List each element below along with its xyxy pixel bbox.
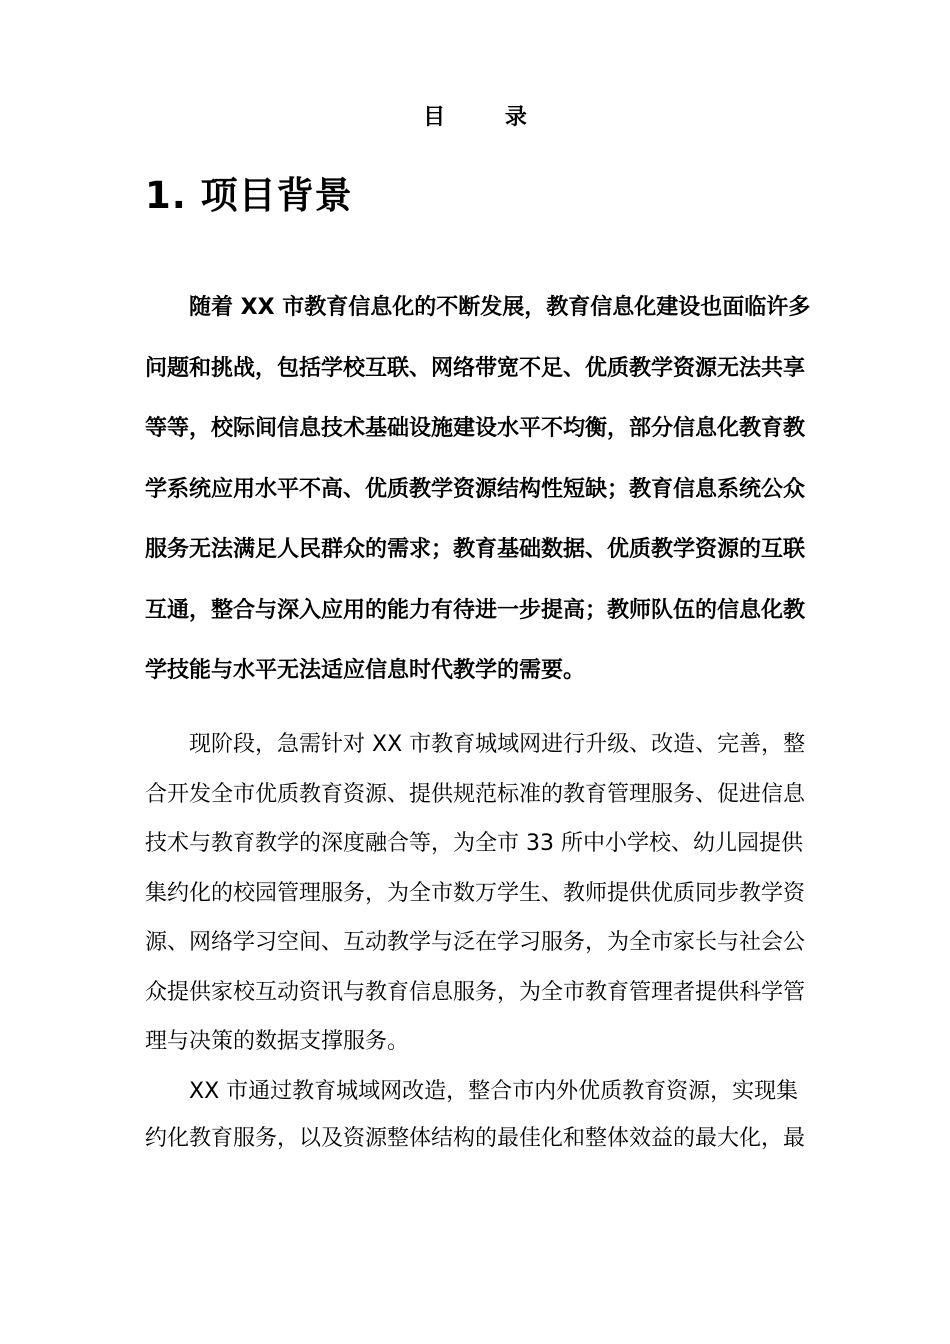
paragraph-network-upgrade (145, 1068, 820, 1162)
paragraph-line: 等等，校际间信息技术基础设施建设水平不均衡，部分信息化教育教 (145, 416, 806, 441)
paragraph-line: 集约化的校园管理服务，为全市数万学生、教师提供优质同步教学资 (145, 880, 806, 906)
paragraph-line: 源、网络学习空间、互动教学与泛在学习服务，为全市家长与社会公 (145, 930, 806, 955)
paragraph-line: 理与决策的数据支撑服务。 (145, 1029, 410, 1054)
paragraph-line: 技术与教育教学的深度融合等，为全市 33 所中小学校、幼儿园提供 (145, 831, 803, 856)
paragraph-line: 现阶段，急需针对 XX 市教育城域网进行升级、改造、完善，整 (189, 732, 806, 757)
paragraph-line: XX 市通过教育城域网改造，整合市内外优质教育资源，实现集 (189, 1079, 799, 1104)
paragraph-line: 问题和挑战，包括学校互联、网络带宽不足、优质教学资源无法共享 (145, 355, 806, 381)
paragraph-current-stage (145, 720, 820, 1067)
paragraph-line: 学技能与水平无法适应信息时代教学的需要。 (145, 658, 586, 683)
paragraph-line: 合开发全市优质教育资源、提供规范标准的教育管理服务、促进信息 (145, 781, 806, 807)
section-heading: 1. 项目背景 (145, 174, 353, 217)
toc-title: 目 录 (423, 105, 553, 130)
paragraph-line: 约化教育服务，以及资源整体结构的最佳化和整体效益的最大化，最 (145, 1126, 806, 1151)
paragraph-line: 学系统应用水平不高、优质教学资源结构性短缺；教育信息系统公众 (145, 476, 806, 502)
paragraph-line: 众提供家校互动资讯与教育信息服务，为全市教育管理者提供科学管 (145, 979, 806, 1005)
paragraph-line: 服务无法满足人民群众的需求；教育基础数据、优质教学资源的互联 (145, 537, 806, 562)
paragraph-line: 随着 XX 市教育信息化的不断发展，教育信息化建设也面临许多 (189, 295, 811, 320)
paragraph-background-intro (145, 278, 820, 702)
paragraph-line: 互通，整合与深入应用的能力有待进一步提高；教师队伍的信息化教 (145, 597, 806, 623)
